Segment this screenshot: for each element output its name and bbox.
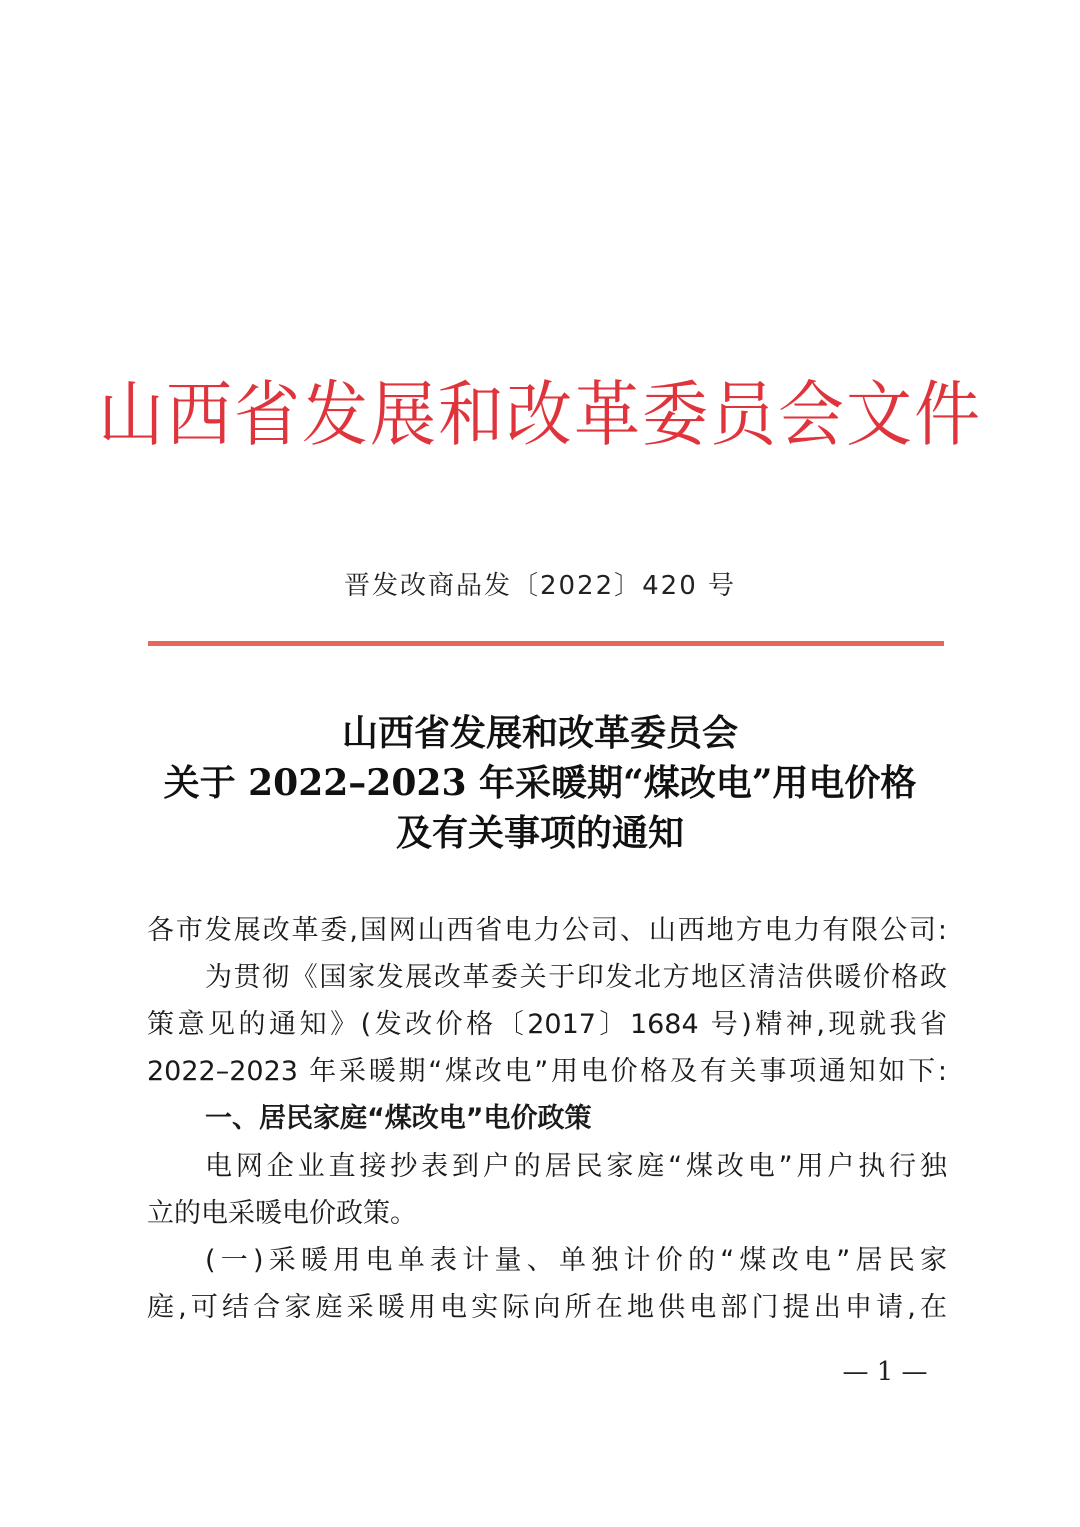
title-line-1: 山西省发展和改革委员会 [341, 712, 738, 754]
page-number: — 1 — [842, 1357, 928, 1387]
paragraph-2-text-2: 立的电采暖电价政策。 [147, 1198, 417, 1229]
title-line-3: 及有关事项的通知 [395, 812, 684, 854]
addressee-text: 各市发展改革委,国网山西省电力公司、山西地方电力有限公司: [147, 915, 947, 946]
addressee-line [147, 908, 947, 954]
paragraph-3-line-2 [147, 1285, 947, 1331]
red-divider-line [148, 641, 944, 646]
paragraph-1-line-2 [147, 1002, 947, 1048]
notice-title [0, 708, 1080, 858]
paragraph-1-text-3: 2022–2023 年采暖期“煤改电”用电价格及有关事项通知如下: [147, 1056, 947, 1087]
section-heading-1-text: 一、居民家庭“煤改电”电价政策 [205, 1103, 592, 1134]
paragraph-1-line-3 [147, 1049, 947, 1095]
masthead-title: 山西省发展和改革委员会文件 [98, 372, 982, 457]
paragraph-1-text-2: 策意见的通知》(发改价格〔2017〕1684 号)精神,现就我省 [147, 1009, 947, 1040]
paragraph-3-text-2: 庭,可结合家庭采暖用电实际向所在地供电部门提出申请,在 [147, 1292, 947, 1323]
paragraph-2-line-1 [205, 1144, 947, 1190]
document-number: 晋发改商品发〔2022〕420 号 [343, 571, 737, 601]
paragraph-3-line-1 [205, 1238, 947, 1284]
paragraph-2-line-2 [147, 1191, 547, 1237]
title-line-2: 关于 2022–2023 年采暖期“煤改电”用电价格 [163, 762, 917, 804]
paragraph-3-text-1: (一)采暖用电单表计量、单独计价的“煤改电”居民家 [205, 1245, 947, 1276]
paragraph-1-line-1 [205, 955, 947, 1001]
paragraph-2-text-1: 电网企业直接抄表到户的居民家庭“煤改电”用户执行独 [205, 1151, 947, 1182]
section-heading-1 [205, 1096, 705, 1142]
paragraph-1-text-1: 为贯彻《国家发展改革委关于印发北方地区清洁供暖价格政 [205, 962, 947, 993]
